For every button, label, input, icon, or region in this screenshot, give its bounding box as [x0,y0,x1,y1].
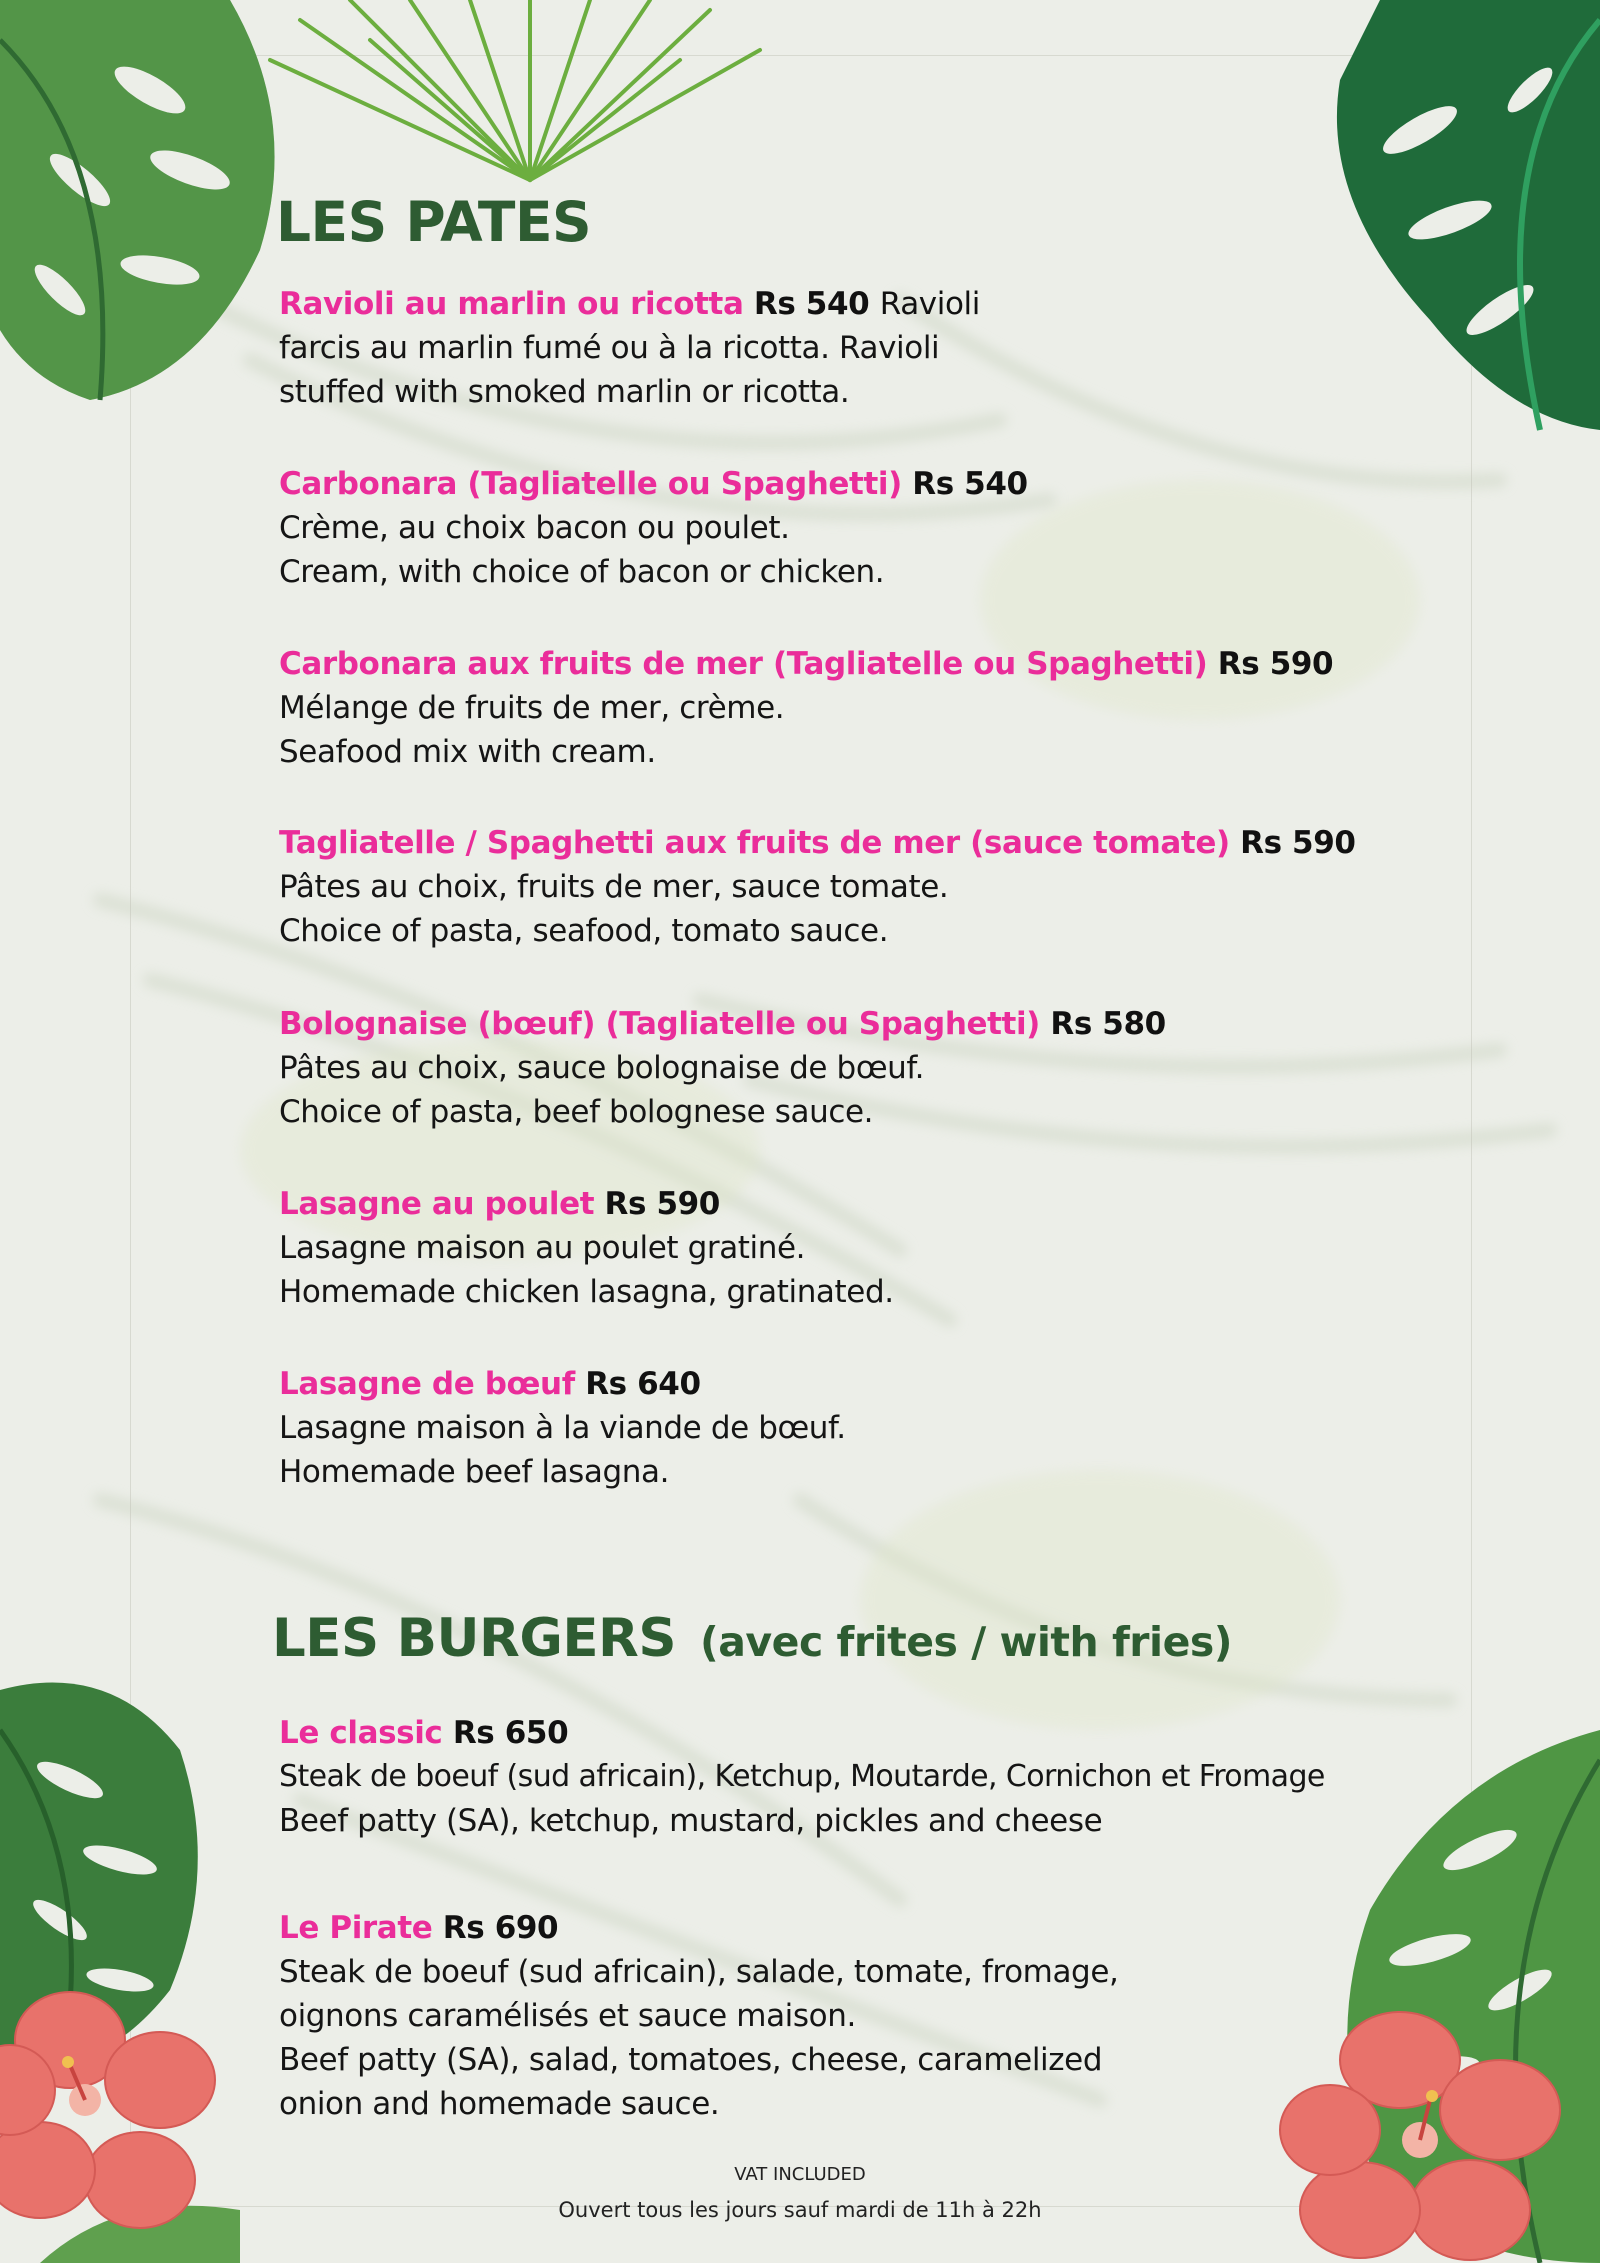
item-price: Rs 590 [1217,646,1334,682]
item-description-line: oignons caramélisés et sauce maison. [279,1998,856,2034]
item-name: Carbonara aux fruits de mer (Tagliatelle ou Spaghetti) [279,646,1208,682]
menu-item-carbonara [279,462,1028,594]
item-description-line: Crème, au choix bacon ou poulet. [279,510,790,546]
item-name: Le Pirate [279,1910,433,1946]
item-price: Rs 690 [442,1910,559,1946]
section-title-text: LES BURGERS [272,1608,677,1669]
item-description-line: Steak de boeuf (sud africain), Ketchup, Moutarde, Cornichon et Fromage [279,1759,1325,1794]
menu-item-bolognaise [279,1002,1166,1134]
item-description-line: Lasagne maison à la viande de bœuf. [279,1410,846,1446]
item-description-line: farcis au marlin fumé ou à la ricotta. Ravioli [279,330,940,366]
item-description-line: onion and homemade sauce. [279,2086,720,2122]
item-price: Rs 590 [1240,825,1356,861]
item-price: Rs 640 [585,1366,701,1402]
item-description-line: Seafood mix with cream. [279,734,656,770]
item-price: Rs 540 [753,286,870,322]
item-description-line: Pâtes au choix, fruits de mer, sauce tomate. [279,869,949,905]
item-description-line: Beef patty (SA), salad, tomatoes, cheese, caramelized [279,2042,1103,2078]
item-description-line: Steak de boeuf (sud africain), salade, tomate, fromage, [279,1954,1119,1990]
item-name: Carbonara (Tagliatelle ou Spaghetti) [279,466,902,502]
menu-item-ravioli [279,282,980,414]
item-name: Ravioli au marlin ou ricotta [279,286,744,322]
item-description-line: Lasagne maison au poulet gratiné. [279,1230,806,1266]
item-name: Tagliatelle / Spaghetti aux fruits de mer (sauce tomate) [279,825,1230,861]
section-title-burgers [272,1603,1232,1678]
item-description-line: Choice of pasta, seafood, tomato sauce. [279,913,889,949]
item-description-line: stuffed with smoked marlin or ricotta. [279,374,850,410]
item-description-line: Pâtes au choix, sauce bolognaise de bœuf. [279,1050,925,1086]
item-description-inline: Ravioli [879,286,980,322]
item-price: Rs 650 [452,1715,569,1751]
item-name: Lasagne de bœuf [279,1366,575,1402]
menu-item-le-classic [279,1711,1325,1843]
item-price: Rs 540 [912,466,1028,502]
footer-opening-hours: Ouvert tous les jours sauf mardi de 11h à 22h [558,2198,1042,2222]
section-title-text: LES PATES [276,190,592,254]
menu-item-le-pirate [279,1906,1118,2126]
section-title-pates [276,186,591,258]
item-price: Rs 580 [1050,1006,1166,1042]
item-description-line: Cream, with choice of bacon or chicken. [279,554,885,590]
item-name: Lasagne au poulet [279,1186,595,1222]
menu-item-lasagne-poulet [279,1182,894,1314]
item-description-line: Mélange de fruits de mer, crème. [279,690,785,726]
item-description-line: Choice of pasta, beef bolognese sauce. [279,1094,874,1130]
menu-item-carbonara-fruits-de-mer [279,642,1333,774]
section-subtitle: (avec frites / with fries) [700,1618,1233,1666]
item-name: Le classic [279,1715,443,1751]
item-description-line: Beef patty (SA), ketchup, mustard, pickles and cheese [279,1803,1103,1839]
item-price: Rs 590 [604,1186,720,1222]
item-description-line: Homemade beef lasagna. [279,1454,670,1490]
menu-item-lasagne-boeuf [279,1362,846,1494]
menu-item-fruits-de-mer-tomate [279,821,1356,953]
item-name: Bolognaise (bœuf) (Tagliatelle ou Spaghetti) [279,1006,1040,1042]
item-description-line: Homemade chicken lasagna, gratinated. [279,1274,894,1310]
footer-vat: VAT INCLUDED [734,2164,866,2185]
